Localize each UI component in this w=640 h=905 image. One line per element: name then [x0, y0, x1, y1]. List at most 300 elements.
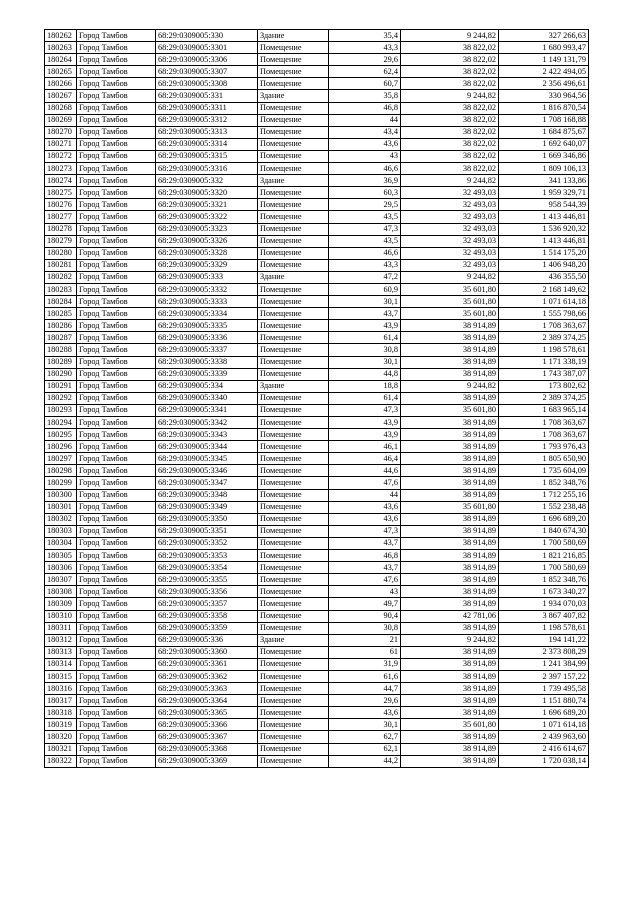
object-type-cell: Помещение	[258, 489, 329, 501]
locality-cell: Город Тамбов	[77, 150, 156, 162]
object-type-cell: Помещение	[258, 670, 329, 682]
table-body	[45, 30, 589, 768]
locality-cell: Город Тамбов	[77, 646, 156, 658]
area-cell: 46,8	[329, 550, 401, 562]
locality-cell: Город Тамбов	[77, 259, 156, 271]
record-number-cell: 180288	[45, 344, 77, 356]
object-type-cell: Помещение	[258, 610, 329, 622]
table-row	[45, 695, 589, 707]
cadastral-value-cell: 2 397 157,22	[499, 670, 589, 682]
cadastral-number-cell: 68:29:0309005:3350	[156, 513, 258, 525]
record-number-cell: 180303	[45, 525, 77, 537]
table-row	[45, 90, 589, 102]
locality-cell: Город Тамбов	[77, 574, 156, 586]
record-number-cell: 180271	[45, 138, 77, 150]
cadastral-number-cell: 68:29:0309005:330	[156, 30, 258, 42]
locality-cell: Город Тамбов	[77, 634, 156, 646]
record-number-cell: 180294	[45, 417, 77, 429]
record-number-cell: 180304	[45, 537, 77, 549]
specific-value-cell: 9 244,82	[401, 634, 499, 646]
cadastral-number-cell: 68:29:0309005:3312	[156, 114, 258, 126]
object-type-cell: Помещение	[258, 296, 329, 308]
cadastral-value-cell: 1 816 870,54	[499, 102, 589, 114]
object-type-cell: Помещение	[258, 320, 329, 332]
object-type-cell: Помещение	[258, 719, 329, 731]
table-row	[45, 513, 589, 525]
cadastral-number-cell: 68:29:0309005:3333	[156, 296, 258, 308]
area-cell: 47,6	[329, 477, 401, 489]
object-type-cell: Здание	[258, 634, 329, 646]
cadastral-value-cell: 1 555 798,66	[499, 308, 589, 320]
locality-cell: Город Тамбов	[77, 54, 156, 66]
table-row	[45, 489, 589, 501]
locality-cell: Город Тамбов	[77, 223, 156, 235]
table-row	[45, 477, 589, 489]
locality-cell: Город Тамбов	[77, 163, 156, 175]
table-row	[45, 259, 589, 271]
locality-cell: Город Тамбов	[77, 30, 156, 42]
specific-value-cell: 38 914,89	[401, 320, 499, 332]
specific-value-cell: 38 914,89	[401, 731, 499, 743]
area-cell: 43,5	[329, 211, 401, 223]
cadastral-number-cell: 68:29:0309005:336	[156, 634, 258, 646]
table-row	[45, 247, 589, 259]
record-number-cell: 180263	[45, 42, 77, 54]
table-row	[45, 187, 589, 199]
area-cell: 30,1	[329, 356, 401, 368]
locality-cell: Город Тамбов	[77, 271, 156, 283]
specific-value-cell: 32 493,03	[401, 259, 499, 271]
locality-cell: Город Тамбов	[77, 465, 156, 477]
specific-value-cell: 38 822,02	[401, 163, 499, 175]
table-row	[45, 719, 589, 731]
record-number-cell: 180295	[45, 429, 77, 441]
locality-cell: Город Тамбов	[77, 489, 156, 501]
cadastral-value-cell: 1 198 578,61	[499, 344, 589, 356]
table-row	[45, 380, 589, 392]
area-cell: 43,9	[329, 429, 401, 441]
locality-cell: Город Тамбов	[77, 356, 156, 368]
locality-cell: Город Тамбов	[77, 429, 156, 441]
locality-cell: Город Тамбов	[77, 622, 156, 634]
locality-cell: Город Тамбов	[77, 114, 156, 126]
table-row	[45, 356, 589, 368]
cadastral-number-cell: 68:29:0309005:3351	[156, 525, 258, 537]
cadastral-value-cell: 1 793 976,43	[499, 441, 589, 453]
cadastral-number-cell: 68:29:0309005:3340	[156, 392, 258, 404]
object-type-cell: Помещение	[258, 259, 329, 271]
specific-value-cell: 32 493,03	[401, 211, 499, 223]
table-row	[45, 138, 589, 150]
table-row	[45, 102, 589, 114]
cadastral-number-cell: 68:29:0309005:3363	[156, 683, 258, 695]
record-number-cell: 180274	[45, 175, 77, 187]
record-number-cell: 180268	[45, 102, 77, 114]
table-row	[45, 271, 589, 283]
locality-cell: Город Тамбов	[77, 211, 156, 223]
cadastral-number-cell: 68:29:0309005:3347	[156, 477, 258, 489]
area-cell: 46,8	[329, 102, 401, 114]
cadastral-value-cell: 1 934 070,03	[499, 598, 589, 610]
cadastral-number-cell: 68:29:0309005:332	[156, 175, 258, 187]
cadastral-number-cell: 68:29:0309005:3301	[156, 42, 258, 54]
locality-cell: Город Тамбов	[77, 380, 156, 392]
table-row	[45, 30, 589, 42]
cadastral-number-cell: 68:29:0309005:3341	[156, 404, 258, 416]
cadastral-number-cell: 68:29:0309005:3356	[156, 586, 258, 598]
specific-value-cell: 9 244,82	[401, 175, 499, 187]
cadastral-value-cell: 1 149 131,79	[499, 54, 589, 66]
area-cell: 43,9	[329, 417, 401, 429]
object-type-cell: Помещение	[258, 562, 329, 574]
area-cell: 47,3	[329, 223, 401, 235]
area-cell: 60,9	[329, 283, 401, 295]
area-cell: 43,7	[329, 537, 401, 549]
object-type-cell: Помещение	[258, 150, 329, 162]
record-number-cell: 180296	[45, 441, 77, 453]
locality-cell: Город Тамбов	[77, 78, 156, 90]
table-row	[45, 320, 589, 332]
table-row	[45, 731, 589, 743]
cadastral-value-cell: 2 389 374,25	[499, 392, 589, 404]
locality-cell: Город Тамбов	[77, 550, 156, 562]
object-type-cell: Помещение	[258, 114, 329, 126]
specific-value-cell: 38 914,89	[401, 429, 499, 441]
object-type-cell: Здание	[258, 380, 329, 392]
record-number-cell: 180278	[45, 223, 77, 235]
record-number-cell: 180321	[45, 743, 77, 755]
area-cell: 43,3	[329, 42, 401, 54]
cadastral-number-cell: 68:29:0309005:3360	[156, 646, 258, 658]
specific-value-cell: 38 914,89	[401, 356, 499, 368]
cadastral-number-cell: 68:29:0309005:3338	[156, 356, 258, 368]
table-row	[45, 501, 589, 513]
specific-value-cell: 42 781,06	[401, 610, 499, 622]
area-cell: 44,2	[329, 755, 401, 767]
cadastral-number-cell: 68:29:0309005:3353	[156, 550, 258, 562]
specific-value-cell: 38 822,02	[401, 54, 499, 66]
cadastral-value-cell: 1 071 614,18	[499, 296, 589, 308]
object-type-cell: Помещение	[258, 163, 329, 175]
cadastral-value-cell: 2 416 614,67	[499, 743, 589, 755]
object-type-cell: Помещение	[258, 525, 329, 537]
object-type-cell: Помещение	[258, 392, 329, 404]
cadastral-value-cell: 2 373 808,29	[499, 646, 589, 658]
specific-value-cell: 38 822,02	[401, 42, 499, 54]
cadastral-number-cell: 68:29:0309005:3308	[156, 78, 258, 90]
record-number-cell: 180320	[45, 731, 77, 743]
table-row	[45, 683, 589, 695]
table-row	[45, 429, 589, 441]
specific-value-cell: 38 914,89	[401, 465, 499, 477]
cadastral-value-cell: 1 809 106,13	[499, 163, 589, 175]
cadastral-value-cell: 1 684 875,67	[499, 126, 589, 138]
cadastral-value-cell: 1 852 348,76	[499, 477, 589, 489]
cadastral-value-cell: 1 821 216,85	[499, 550, 589, 562]
cadastral-value-cell: 1 739 495,58	[499, 683, 589, 695]
locality-cell: Город Тамбов	[77, 513, 156, 525]
area-cell: 35,8	[329, 90, 401, 102]
locality-cell: Город Тамбов	[77, 683, 156, 695]
specific-value-cell: 38 822,02	[401, 78, 499, 90]
locality-cell: Город Тамбов	[77, 199, 156, 211]
cadastral-number-cell: 68:29:0309005:3323	[156, 223, 258, 235]
cadastral-number-cell: 68:29:0309005:3339	[156, 368, 258, 380]
record-number-cell: 180298	[45, 465, 77, 477]
record-number-cell: 180281	[45, 259, 77, 271]
locality-cell: Город Тамбов	[77, 126, 156, 138]
cadastral-value-cell: 2 439 963,60	[499, 731, 589, 743]
table-row	[45, 634, 589, 646]
specific-value-cell: 38 914,89	[401, 513, 499, 525]
cadastral-number-cell: 68:29:0309005:3357	[156, 598, 258, 610]
table-row	[45, 199, 589, 211]
area-cell: 36,9	[329, 175, 401, 187]
specific-value-cell: 38 822,02	[401, 126, 499, 138]
record-number-cell: 180313	[45, 646, 77, 658]
table-row	[45, 537, 589, 549]
area-cell: 61	[329, 646, 401, 658]
object-type-cell: Помещение	[258, 247, 329, 259]
area-cell: 30,1	[329, 719, 401, 731]
object-type-cell: Помещение	[258, 465, 329, 477]
locality-cell: Город Тамбов	[77, 537, 156, 549]
locality-cell: Город Тамбов	[77, 695, 156, 707]
locality-cell: Город Тамбов	[77, 283, 156, 295]
specific-value-cell: 38 914,89	[401, 646, 499, 658]
cadastral-number-cell: 68:29:0309005:3366	[156, 719, 258, 731]
cadastral-value-cell: 1 708 363,67	[499, 429, 589, 441]
cadastral-number-cell: 68:29:0309005:3307	[156, 66, 258, 78]
object-type-cell: Здание	[258, 271, 329, 283]
cadastral-number-cell: 68:29:0309005:3359	[156, 622, 258, 634]
table-row	[45, 344, 589, 356]
table-row	[45, 235, 589, 247]
cadastral-number-cell: 68:29:0309005:3332	[156, 283, 258, 295]
record-number-cell: 180312	[45, 634, 77, 646]
specific-value-cell: 35 601,80	[401, 719, 499, 731]
cadastral-number-cell: 68:29:0309005:3349	[156, 501, 258, 513]
object-type-cell: Помещение	[258, 441, 329, 453]
locality-cell: Город Тамбов	[77, 610, 156, 622]
cadastral-value-cell: 1 700 580,69	[499, 562, 589, 574]
table-row	[45, 658, 589, 670]
specific-value-cell: 38 914,89	[401, 477, 499, 489]
specific-value-cell: 38 822,02	[401, 114, 499, 126]
specific-value-cell: 38 914,89	[401, 707, 499, 719]
record-number-cell: 180282	[45, 271, 77, 283]
record-number-cell: 180322	[45, 755, 77, 767]
area-cell: 62,7	[329, 731, 401, 743]
object-type-cell: Помещение	[258, 513, 329, 525]
cadastral-number-cell: 68:29:0309005:3322	[156, 211, 258, 223]
cadastral-value-cell: 3 867 407,82	[499, 610, 589, 622]
record-number-cell: 180266	[45, 78, 77, 90]
table-row	[45, 114, 589, 126]
cadastral-number-cell: 68:29:0309005:3335	[156, 320, 258, 332]
locality-cell: Город Тамбов	[77, 586, 156, 598]
object-type-cell: Помещение	[258, 356, 329, 368]
specific-value-cell: 32 493,03	[401, 187, 499, 199]
locality-cell: Город Тамбов	[77, 743, 156, 755]
cadastral-value-cell: 1 198 578,61	[499, 622, 589, 634]
cadastral-value-cell: 327 266,63	[499, 30, 589, 42]
area-cell: 61,4	[329, 392, 401, 404]
specific-value-cell: 35 601,80	[401, 501, 499, 513]
cadastral-number-cell: 68:29:0309005:3345	[156, 453, 258, 465]
record-number-cell: 180307	[45, 574, 77, 586]
table-row	[45, 465, 589, 477]
area-cell: 43,6	[329, 138, 401, 150]
cadastral-number-cell: 68:29:0309005:3306	[156, 54, 258, 66]
object-type-cell: Здание	[258, 175, 329, 187]
specific-value-cell: 38 914,89	[401, 525, 499, 537]
table-row	[45, 211, 589, 223]
locality-cell: Город Тамбов	[77, 731, 156, 743]
specific-value-cell: 32 493,03	[401, 235, 499, 247]
specific-value-cell: 38 914,89	[401, 441, 499, 453]
cadastral-value-cell: 1 708 363,67	[499, 417, 589, 429]
cadastral-number-cell: 68:29:0309005:3321	[156, 199, 258, 211]
locality-cell: Город Тамбов	[77, 392, 156, 404]
cadastral-value-cell: 1 413 446,81	[499, 211, 589, 223]
cadastral-number-cell: 68:29:0309005:3344	[156, 441, 258, 453]
specific-value-cell: 38 914,89	[401, 670, 499, 682]
record-number-cell: 180283	[45, 283, 77, 295]
specific-value-cell: 35 601,80	[401, 308, 499, 320]
specific-value-cell: 38 914,89	[401, 574, 499, 586]
object-type-cell: Помещение	[258, 102, 329, 114]
object-type-cell: Помещение	[258, 743, 329, 755]
cadastral-number-cell: 68:29:0309005:3369	[156, 755, 258, 767]
cadastral-number-cell: 68:29:0309005:3328	[156, 247, 258, 259]
specific-value-cell: 38 914,89	[401, 658, 499, 670]
record-number-cell: 180310	[45, 610, 77, 622]
cadastral-number-cell: 68:29:0309005:3337	[156, 344, 258, 356]
cadastral-value-cell: 341 133,86	[499, 175, 589, 187]
area-cell: 44,7	[329, 683, 401, 695]
object-type-cell: Помещение	[258, 308, 329, 320]
cadastral-number-cell: 68:29:0309005:3326	[156, 235, 258, 247]
cadastral-number-cell: 68:29:0309005:3355	[156, 574, 258, 586]
area-cell: 47,6	[329, 574, 401, 586]
area-cell: 61,6	[329, 670, 401, 682]
locality-cell: Город Тамбов	[77, 308, 156, 320]
area-cell: 43,4	[329, 126, 401, 138]
record-number-cell: 180289	[45, 356, 77, 368]
cadastral-number-cell: 68:29:0309005:3313	[156, 126, 258, 138]
locality-cell: Город Тамбов	[77, 175, 156, 187]
object-type-cell: Помещение	[258, 223, 329, 235]
record-number-cell: 180292	[45, 392, 77, 404]
cadastral-number-cell: 68:29:0309005:334	[156, 380, 258, 392]
cadastral-number-cell: 68:29:0309005:3314	[156, 138, 258, 150]
locality-cell: Город Тамбов	[77, 368, 156, 380]
specific-value-cell: 35 601,80	[401, 296, 499, 308]
specific-value-cell: 38 914,89	[401, 622, 499, 634]
object-type-cell: Помещение	[258, 574, 329, 586]
specific-value-cell: 9 244,82	[401, 90, 499, 102]
cadastral-number-cell: 68:29:0309005:3365	[156, 707, 258, 719]
area-cell: 46,6	[329, 247, 401, 259]
cadastral-value-cell: 330 964,56	[499, 90, 589, 102]
record-number-cell: 180277	[45, 211, 77, 223]
cadastral-value-cell: 436 355,50	[499, 271, 589, 283]
object-type-cell: Помещение	[258, 598, 329, 610]
locality-cell: Город Тамбов	[77, 501, 156, 513]
locality-cell: Город Тамбов	[77, 417, 156, 429]
cadastral-value-cell: 1 680 993,47	[499, 42, 589, 54]
locality-cell: Город Тамбов	[77, 344, 156, 356]
cadastral-value-cell: 1 852 348,76	[499, 574, 589, 586]
cadastral-value-cell: 1 692 640,07	[499, 138, 589, 150]
area-cell: 43,9	[329, 320, 401, 332]
table-row	[45, 550, 589, 562]
record-number-cell: 180314	[45, 658, 77, 670]
object-type-cell: Помещение	[258, 66, 329, 78]
area-cell: 29,6	[329, 54, 401, 66]
specific-value-cell: 38 914,89	[401, 368, 499, 380]
area-cell: 60,7	[329, 78, 401, 90]
locality-cell: Город Тамбов	[77, 670, 156, 682]
cadastral-value-cell: 1 683 965,14	[499, 404, 589, 416]
object-type-cell: Помещение	[258, 501, 329, 513]
locality-cell: Город Тамбов	[77, 658, 156, 670]
record-number-cell: 180284	[45, 296, 77, 308]
specific-value-cell: 38 914,89	[401, 392, 499, 404]
area-cell: 29,6	[329, 695, 401, 707]
specific-value-cell: 32 493,03	[401, 247, 499, 259]
table-row	[45, 42, 589, 54]
cadastral-value-cell: 2 422 494,05	[499, 66, 589, 78]
area-cell: 44,8	[329, 368, 401, 380]
object-type-cell: Помещение	[258, 199, 329, 211]
table-row	[45, 743, 589, 755]
object-type-cell: Помещение	[258, 138, 329, 150]
cadastral-value-cell: 2 168 149,62	[499, 283, 589, 295]
cadastral-number-cell: 68:29:0309005:3320	[156, 187, 258, 199]
cadastral-number-cell: 68:29:0309005:331	[156, 90, 258, 102]
area-cell: 47,3	[329, 404, 401, 416]
table-row	[45, 562, 589, 574]
record-number-cell: 180309	[45, 598, 77, 610]
table-row	[45, 283, 589, 295]
object-type-cell: Помещение	[258, 283, 329, 295]
record-number-cell: 180297	[45, 453, 77, 465]
cadastral-value-cell: 1 840 674,30	[499, 525, 589, 537]
record-number-cell: 180280	[45, 247, 77, 259]
record-number-cell: 180308	[45, 586, 77, 598]
object-type-cell: Помещение	[258, 211, 329, 223]
cadastral-number-cell: 68:29:0309005:3343	[156, 429, 258, 441]
table-row	[45, 332, 589, 344]
object-type-cell: Помещение	[258, 755, 329, 767]
locality-cell: Город Тамбов	[77, 332, 156, 344]
cadastral-value-cell: 1 708 363,67	[499, 320, 589, 332]
area-cell: 21	[329, 634, 401, 646]
specific-value-cell: 38 914,89	[401, 683, 499, 695]
record-number-cell: 180317	[45, 695, 77, 707]
specific-value-cell: 38 914,89	[401, 417, 499, 429]
specific-value-cell: 38 822,02	[401, 66, 499, 78]
area-cell: 47,3	[329, 525, 401, 537]
object-type-cell: Помещение	[258, 622, 329, 634]
table-row	[45, 78, 589, 90]
object-type-cell: Помещение	[258, 368, 329, 380]
cadastral-value-cell: 2 389 374,25	[499, 332, 589, 344]
object-type-cell: Помещение	[258, 42, 329, 54]
cadastral-value-cell: 1 406 948,20	[499, 259, 589, 271]
